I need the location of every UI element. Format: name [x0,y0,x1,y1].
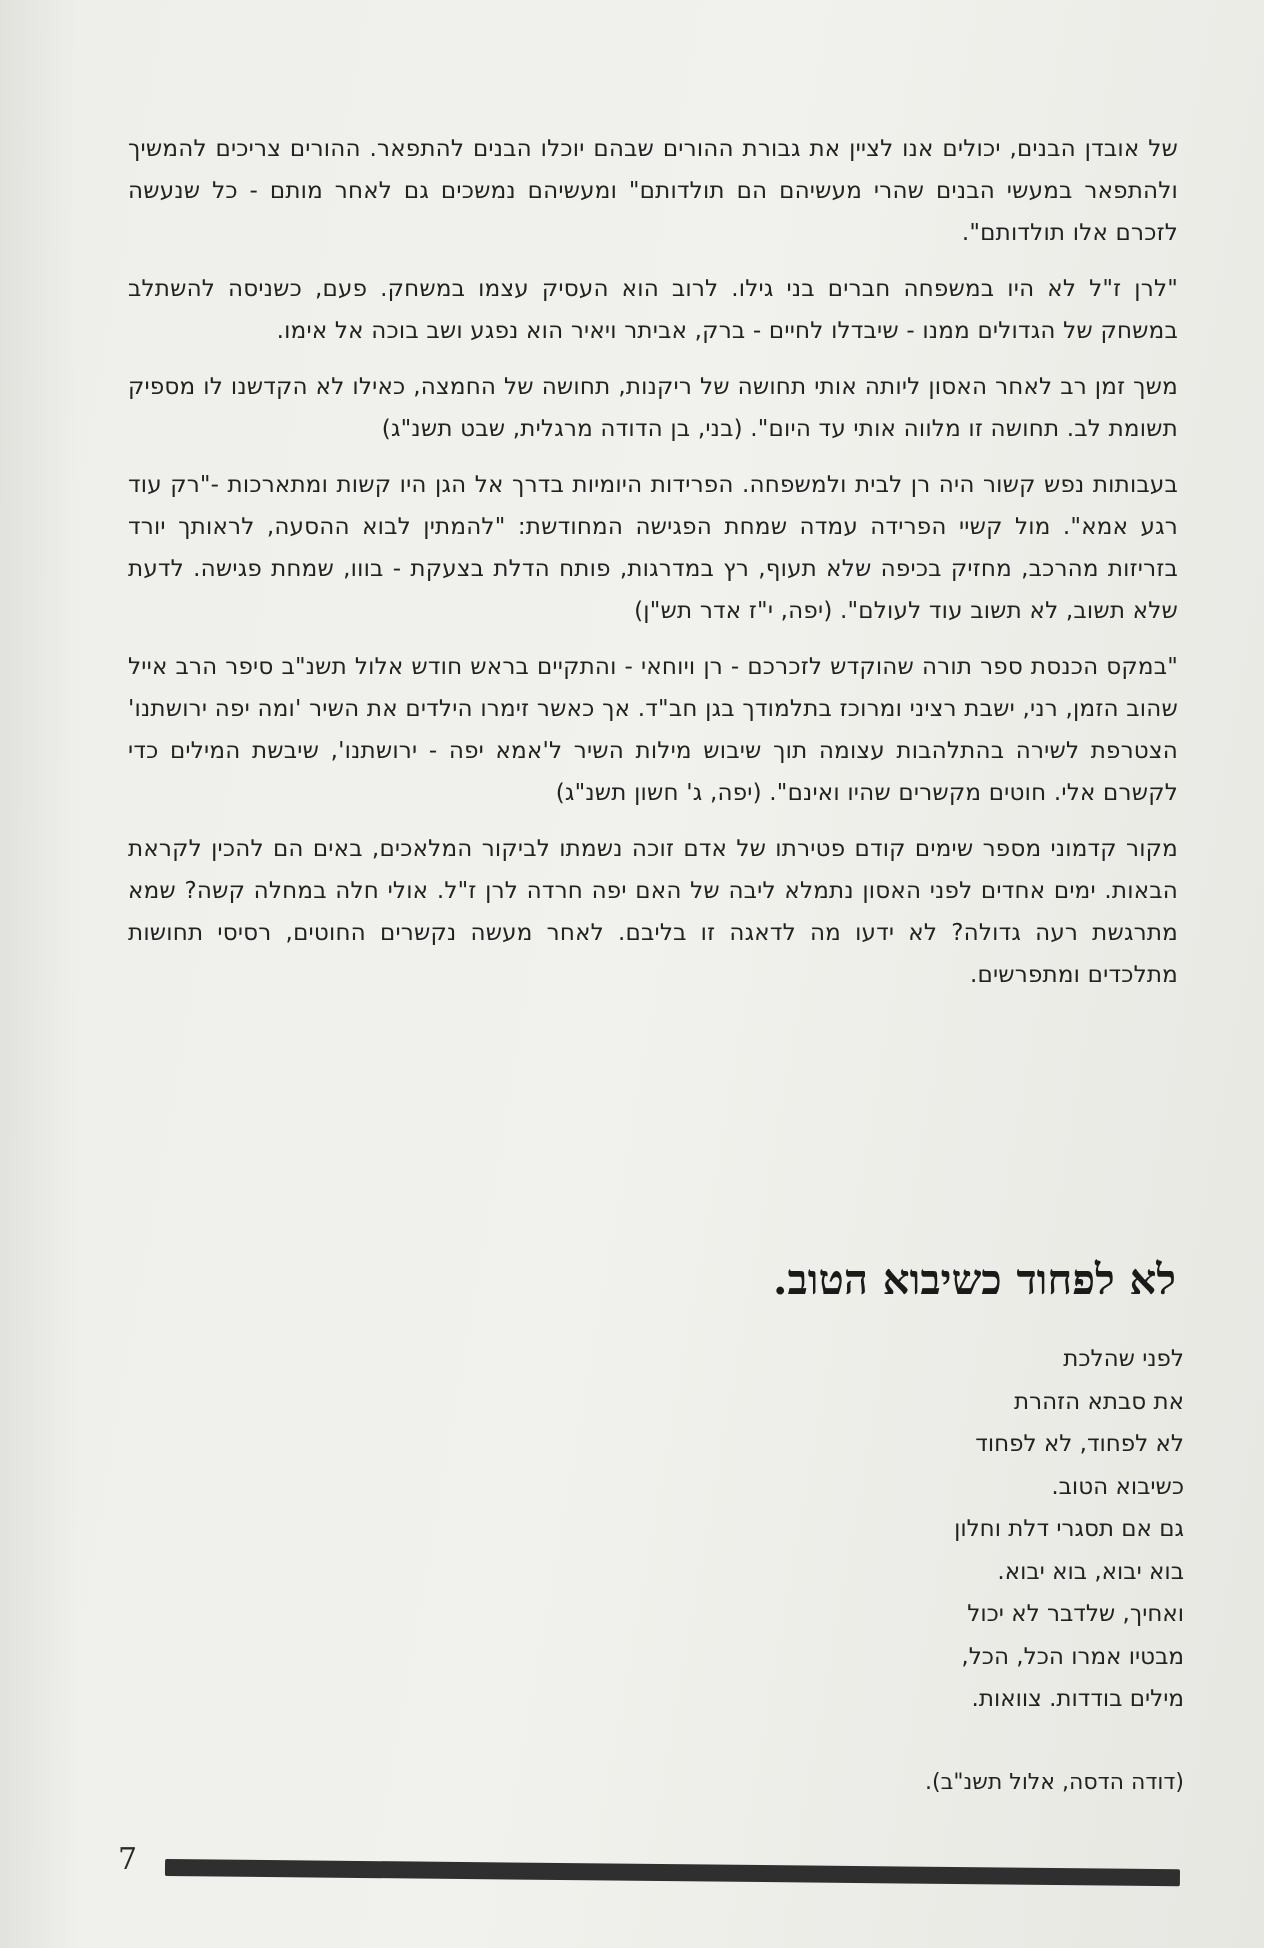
poem-line: ואחיך, שלדבר לא יכול [967,1601,1184,1627]
body-text [128,128,1178,1010]
paragraph-1: של אובדן הבנים, יכולים אנו לציין את גבורת ההורים שבהם יוכלו הבנים להתפאר. ההורים צריכים להמשיך ולהתפאר במעשי הבנים שהרי מעשיהם הם תולדותם" ומעשיהם נמשכים גם לאחר מותם - כל שנעשה לזכרם אלו תולדותם". [128,136,1178,246]
paragraph-5: "במקס הכנסת ספר תורה שהוקדש לזכרכם - רן ויוחאי - והתקיים בראש חודש אלול תשנ"ב סיפר הרב אייל שהוב הזמן, רני, ישבת רציני ומרוכז בתלמודך בגן חב"ד. אך כאשר זימרו הילדים את השיר 'ומה יפה ירושתנו' הצטרפת לשירה בהתלהבות עצומה תוך שיבוש מילות השיר ל'אמא יפה - ירושתנו', שיבשת המילים כדי לקשרם אלי. חוטים מקשרים שהיו ואינם". (יפה, ג' חשון תשנ"ג) [128,654,1178,806]
page-number: 7 [118,1842,138,1877]
paragraph-2: "לרן ז"ל לא היו במשפחה חברים בני גילו. לרוב הוא העסיק עצמו במשחק. פעם, כשניסה להשתלב במשחק של הגדולים ממנו - שיבדלו לחיים - ברק, אביתר ויאיר הוא נפגע ושב בוכה אל אימו. [128,276,1178,344]
poem-line: כשיבוא הטוב. [1051,1473,1184,1500]
poem-line: את סבתא הזהרת [1014,1388,1184,1415]
poem-line: מילים בודדות. צוואות. [971,1686,1184,1712]
poem-line: גם אם תסגרי דלת וחלון [954,1516,1184,1542]
paragraph-4: בעבותות נפש קשור היה רן לבית ולמשפחה. הפרידות היומיות בדרך אל הגן היו קשות ומתארכות -"רק עוד רגע אמא". מול קשיי הפרידה עמדה שמחת הפגישה המחודשת: "להמתין לבוא ההסעה, לראותך יורד בזריזות מהרכב, מחזיק בכיפה שלא תעוף, רץ במדרגות, פותח הדלת בצעקת - בווו, שמחת פגישה. לדעת שלא תשוב, לא תשוב עוד לעולם". (יפה, י"ז אדר תש"ן) [128,472,1178,624]
page-shadow [0,0,80,1948]
footer-rule [165,1859,1180,1886]
poem-line: לפני שהלכת [1063,1346,1184,1372]
paragraph-3: משך זמן רב לאחר האסון ליותה אותי תחושה של ריקנות, תחושה של החמצה, כאילו לא הקדשנו לו מספיק תשומת לב. תחושה זו מלווה אותי עד היום". (בני, בן הדודה מרגלית, שבט תשנ"ג) [128,374,1178,442]
poem-line: מבטיו אמרו הכל, הכל, [961,1643,1184,1670]
poem-line: בוא יבוא, בוא יבוא. [997,1558,1184,1585]
poem-title: לא לפחוד כשיבוא הטוב. [772,1255,1176,1304]
poem-signature: (דודה הדסה, אלול תשנ"ב). [925,1770,1184,1795]
paragraph-6: מקור קדמוני מספר שימים קודם פטירתו של אדם זוכה נשמתו לביקור המלאכים, באים הם להכין לקראת הבאות. ימים אחדים לפני האסון נתמלא ליבה של האם יפה חרדה לרן ז"ל. אולי חלה במחלה קשה? שמא מתרגשת רעה גדולה? לא ידעו מה לדאגה זו בליבם. לאחר מעשה נקשרים החוטים, רסיסי תחושות מתלכדים ומתפרשים. [128,836,1178,988]
poem [954,1338,1184,1721]
poem-line: לא לפחוד, לא לפחוד [975,1431,1184,1457]
